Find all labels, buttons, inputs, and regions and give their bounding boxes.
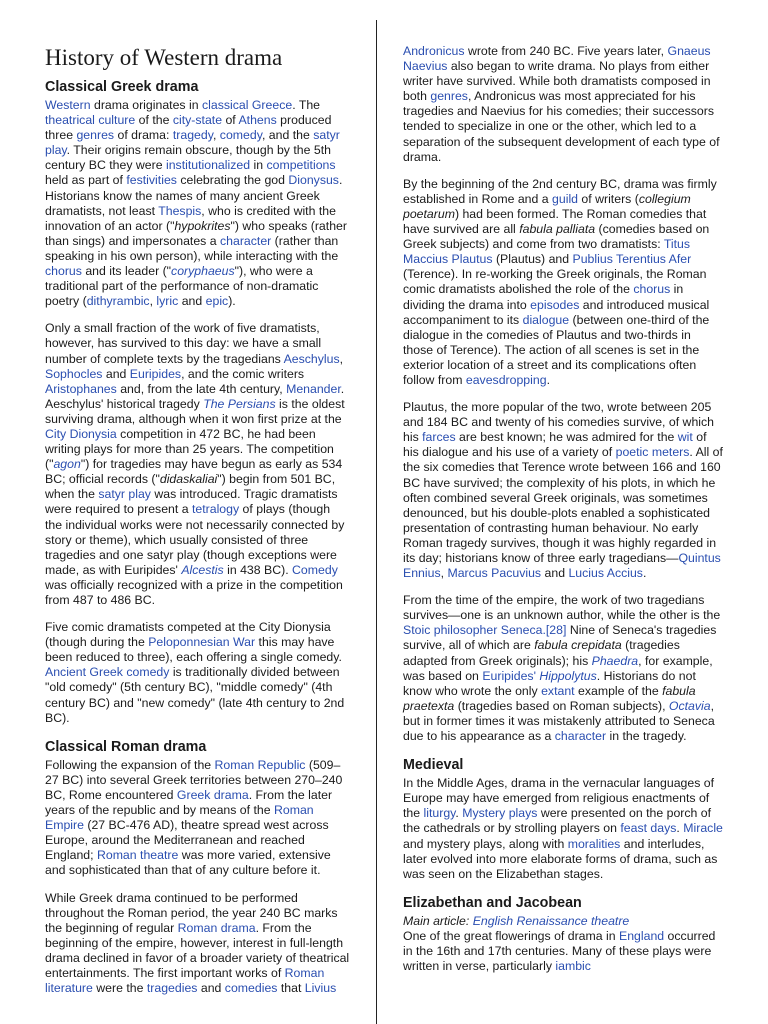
text-run: drama originates in [90, 98, 202, 112]
text-run: Main article: [403, 913, 473, 928]
text-run: , [212, 128, 220, 143]
text-run: and [178, 294, 206, 309]
link-agon[interactable]: agon [53, 457, 81, 472]
text-run: that [277, 981, 305, 996]
link-comedies[interactable]: comedies [224, 981, 278, 996]
link-satyr-play[interactable]: satyr play [45, 128, 340, 158]
text-run: (Terence). In re-working the Greek originals, the Roman comic dramatists abolished the role of the [403, 267, 707, 297]
link-sophocles[interactable]: Sophocles [45, 366, 103, 381]
paragraph [45, 891, 350, 997]
text-run: ") for tragedies may have begun as early as 534 BC; official records (" [45, 457, 343, 487]
main-article-note [403, 914, 723, 929]
link-tragedy[interactable]: tragedy [172, 128, 213, 143]
text-run: Five comic dramatists competed at the City Dionysia (though during the [45, 620, 331, 650]
link-england[interactable]: England [619, 928, 665, 943]
link-aristophanes[interactable]: Aristophanes [45, 381, 117, 396]
text-run: . Their origins remain obscure, though by the 5th century BC they were [45, 143, 331, 173]
text-run: fabula praetexta [403, 683, 696, 713]
text-run: of [222, 113, 239, 128]
link-chorus[interactable]: chorus [45, 264, 82, 279]
link-theatrical-culture[interactable]: theatrical culture [45, 113, 136, 128]
text-run: Nine of Seneca's tragedies survive, all of which are [403, 623, 717, 653]
link-gnaeus-naevius[interactable]: Gnaeus Naevius [403, 44, 711, 74]
link-chorus[interactable]: chorus [633, 282, 671, 297]
text-run: (27 BC-476 AD), theatre spread west across Europe, around the Mediterranean and reached England; [45, 818, 329, 863]
link-roman-empire[interactable]: Roman Empire [45, 803, 314, 833]
link-ancient-greek-comedy[interactable]: Ancient Greek comedy [45, 665, 170, 680]
text-run: , but in former times it was mistakenly attributed to Seneca due to his appearance as a [403, 698, 715, 744]
text-run: ") begin from 501 BC, when the [45, 472, 336, 502]
link-genres[interactable]: genres [76, 128, 115, 143]
text-run: in the tragedy. [606, 729, 687, 744]
text-run: Only a small fraction of the work of five dramatists, however, has survived to this day: we have a small number of complete texts by the tragedians [45, 321, 322, 366]
link-institutionalized[interactable]: institutionalized [165, 158, 251, 173]
text-run: in 438 BC). [223, 562, 293, 577]
paragraph [403, 400, 723, 581]
link-roman-literature[interactable]: Roman literature [45, 965, 325, 996]
link-livius[interactable]: Livius [304, 981, 337, 996]
text-run: (between one-third of the dialogue in the comedies of Plautus and two-thirds in those of Terence). The action of all scenes is set in the exterior location of a street and its complications often follow from [403, 312, 710, 387]
link-euripides[interactable]: Euripides' [482, 668, 540, 683]
text-run: . Historians do not know who wrote the only [403, 668, 696, 698]
link-hippolytus[interactable]: Hippolytus [539, 668, 597, 683]
link-octavia[interactable]: Octavia [668, 698, 711, 713]
text-run: From the time of the empire, the work of two tragedians survives—one is an unknown author, while the other is the [403, 593, 721, 623]
text-run: example of the [574, 683, 663, 698]
link-festivities[interactable]: festivities [126, 173, 177, 188]
text-run: ") who speaks (rather than sings) and impersonates a [45, 218, 347, 248]
link-iambic[interactable]: iambic [555, 959, 591, 974]
link-comedy[interactable]: comedy [219, 128, 262, 143]
text-run: in [250, 158, 267, 173]
text-run: , [149, 294, 157, 309]
link-farces[interactable]: farces [422, 430, 456, 445]
text-run: collegium poetarum [403, 191, 691, 221]
paragraph [403, 177, 723, 388]
text-run: , Andronicus was most appreciated for his tragedies and Naevius for his comedies; their successors tended to specialize in one or the other, which led to a separation of the subsequent development of each type of drama. [403, 89, 720, 164]
text-run: are best known; he was admired for the [455, 430, 678, 445]
text-run: and mystery plays, along with [403, 836, 568, 851]
link-classical-greece[interactable]: classical Greece [201, 98, 293, 112]
text-run: competition in 472 BC, he had been writing plays for more than 25 years. The competition (" [45, 426, 334, 472]
link-competitions[interactable]: competitions [266, 158, 336, 173]
link-comedy[interactable]: Comedy [292, 562, 338, 577]
link-eavesdropping[interactable]: eavesdropping [465, 372, 547, 387]
link-coryphaeus[interactable]: coryphaeus [171, 264, 235, 279]
text-run: One of the great flowerings of drama in [403, 928, 619, 943]
link-city-state[interactable]: city-state [172, 113, 223, 128]
link-athens[interactable]: Athens [238, 113, 277, 128]
text-run: , for example, was based on [403, 653, 713, 683]
text-run: (Plautus) and [492, 252, 573, 267]
link-andronicus[interactable]: Andronicus [403, 44, 465, 58]
text-run: is the oldest surviving drama, although when it won first prize at the [45, 396, 345, 426]
paragraph [45, 321, 350, 608]
link-tetralogy[interactable]: tetralogy [191, 502, 240, 517]
link-character[interactable]: character [554, 729, 607, 744]
section-heading-medieval: Medieval [403, 757, 464, 774]
paragraph [45, 758, 350, 879]
text-run: . [546, 372, 550, 387]
link-feast-days[interactable]: feast days [620, 821, 677, 836]
link-titus-maccius-plautus[interactable]: Titus Maccius Plautus [403, 237, 691, 267]
text-run: . All of the six comedies that Terence wrote between 166 and 160 BC have survived; the complexity of his plots, in which he often combined several Greek originals, was sometimes denounced, but his double-plots enabled a sophisticated presentation of contrasting human behaviour. No early Roman tragedy survives, though it was highly regarded in its day; historians know of three early tragedians— [403, 445, 723, 565]
text-run: held as part of [45, 173, 127, 188]
link-28[interactable]: .[28] [542, 623, 567, 638]
text-run: wrote from 240 BC. Five years later, [464, 44, 668, 58]
text-run: (comedies based on Greek subjects) and come from two dramatists: [403, 222, 710, 252]
link-wit[interactable]: wit [677, 430, 693, 445]
link-roman-drama[interactable]: Roman drama [177, 920, 256, 935]
text-run: were the [92, 981, 147, 996]
text-run: of the [135, 113, 173, 128]
link-extant[interactable]: extant [541, 683, 575, 698]
link-peloponnesian-war[interactable]: Peloponnesian War [148, 635, 256, 650]
text-run: . Historians know the names of many ancient Greek dramatists, not least [45, 173, 343, 218]
link-alcestis[interactable]: Alcestis [181, 562, 224, 577]
link-mystery-plays[interactable]: Mystery plays [462, 806, 538, 821]
text-run: (tragedies adapted from Greek originals); his [403, 638, 680, 668]
text-run: While Greek drama continued to be performed throughout the Roman period, the year 240 BC marks the beginning of regular [45, 890, 338, 935]
text-run: . The [292, 98, 321, 112]
right-column [403, 0, 723, 986]
text-run: and [197, 981, 225, 996]
link-tragedies[interactable]: tragedies [146, 981, 198, 996]
text-run: of writers ( [578, 191, 639, 206]
text-run: of drama: [114, 128, 173, 143]
text-run: is traditionally divided between "old comedy" (5th century BC), "middle comedy" (4th century BC) and "new comedy" (late 4th century to 2nd BC). [45, 665, 345, 725]
link-poetic-meters[interactable]: poetic meters [615, 445, 690, 460]
link-liturgy[interactable]: liturgy [423, 806, 456, 821]
text-run: . From the later years of the republic and by means of the [45, 787, 333, 818]
text-run: and its leader (" [81, 264, 172, 279]
link-dithyrambic[interactable]: dithyrambic [86, 294, 150, 309]
text-run: hypokrites [174, 218, 231, 233]
text-run: ) had been formed. The Roman comedies that have survived are all [403, 206, 707, 237]
section-heading-elizabethan-and-jacobean: Elizabethan and Jacobean [403, 894, 582, 911]
link-english-renaissance-theatre[interactable]: English Renaissance theatre [472, 913, 630, 928]
link-thespis[interactable]: Thespis [158, 203, 202, 218]
text-run: (509–27 BC) into several Greek territories between 270–240 BC, Rome encountered [45, 757, 343, 802]
text-run: and introduced musical accompaniment to its [403, 297, 710, 327]
link-character[interactable]: character [220, 233, 272, 248]
text-run: By the beginning of the 2nd century BC, drama was firmly established in Rome and a [403, 176, 717, 206]
text-run: . Aeschylus' historical tragedy [45, 381, 345, 411]
text-run: , [440, 566, 448, 581]
link-city-dionysia[interactable]: City Dionysia [45, 426, 117, 441]
link-lucius-accius[interactable]: Lucius Accius [568, 566, 643, 581]
link-publius-terentius-afer[interactable]: Publius Terentius Afer [572, 252, 692, 267]
link-western[interactable]: Western [45, 98, 91, 112]
link-euripides[interactable]: Euripides [129, 366, 182, 381]
link-aeschylus[interactable]: Aeschylus [283, 351, 340, 366]
text-run: produced three [45, 113, 332, 143]
section-heading-classical-roman-drama: Classical Roman drama [45, 738, 207, 755]
paragraph [403, 44, 723, 165]
text-run: occurred in the 16th and 17th centuries. Many of these plays were written in verse, particularly [403, 928, 716, 974]
text-run: , who is credited with the innovation of an actor (" [45, 203, 336, 233]
section-heading-classical-greek-drama: Classical Greek drama [45, 79, 199, 95]
paragraph [45, 620, 350, 726]
column-divider [376, 20, 377, 1024]
text-run: fabula crepidata [534, 638, 622, 653]
text-run: Plautus, the more popular of the two, wrote between 205 and 184 BC and twenty of his comedies survive, of which his [403, 400, 715, 445]
link-phaedra[interactable]: Phaedra [591, 653, 639, 668]
text-run: of his dialogue and his use of a variety of [403, 430, 707, 460]
text-run: , [339, 351, 344, 366]
text-run: In the Middle Ages, drama in the vernacular languages of Europe may have emerged from religious enactments of the [403, 776, 715, 821]
text-run: and [541, 566, 569, 581]
text-run: and [102, 366, 130, 381]
text-run: . From the beginning of the empire, however, interest in full-length drama declined in favor of a broader variety of theatrical entertainments. The first important works of [45, 920, 350, 980]
text-run: celebrating the god [176, 173, 289, 188]
link-roman-theatre[interactable]: Roman theatre [96, 848, 179, 863]
link-roman-republic[interactable]: Roman Republic [214, 757, 306, 772]
text-run: (rather than speaking in his own person), while interacting with the [45, 233, 339, 263]
link-dialogue[interactable]: dialogue [522, 312, 570, 327]
link-episodes[interactable]: episodes [530, 297, 580, 312]
text-run: was more varied, extensive and sophisticated than that of any culture before it. [45, 848, 331, 878]
text-run: was introduced. Tragic dramatists were required to present a [45, 487, 338, 517]
link-satyr-play[interactable]: satyr play [98, 487, 151, 502]
link-lyric[interactable]: lyric [156, 294, 179, 309]
text-run: fabula palliata [519, 222, 596, 237]
page-title: History of Western drama [45, 45, 283, 70]
text-run: . [455, 806, 463, 821]
text-run: , and the comic writers [181, 366, 305, 381]
text-run: were presented on the porch of the cathedrals or by strolling players on [403, 806, 712, 836]
left-column [45, 0, 350, 1008]
text-run: also began to write drama. No plays from either writer have survived. While both dramatists composed in both [403, 59, 711, 104]
text-run: this may have been reduced to three), each offering a single comedy. [45, 635, 342, 665]
link-the-persians[interactable]: The Persians [203, 396, 276, 411]
text-run: in dividing the drama into [403, 282, 684, 312]
paragraph [403, 593, 723, 744]
link-epic[interactable]: epic [205, 294, 229, 309]
text-run: . [642, 566, 647, 581]
text-run: . [676, 821, 684, 836]
link-genres[interactable]: genres [430, 89, 468, 104]
text-run: "), who were a traditional part of the performance of non-dramatic poetry ( [45, 264, 319, 309]
text-run: of plays (though the individual works were not necessarily connected by story or theme), which usually consisted of three tragedies and one satyr play (though exceptions were made, as with Euripides' [45, 502, 345, 577]
text-run: and, from the late 4th century, [116, 381, 287, 396]
link-marcus-pacuvius[interactable]: Marcus Pacuvius [447, 566, 542, 581]
text-run: was officially recognized with a prize in the competition from 487 to 486 BC. [45, 577, 343, 607]
link-miracle[interactable]: Miracle [683, 821, 723, 836]
paragraph [45, 98, 350, 309]
link-greek-drama[interactable]: Greek drama [176, 787, 249, 802]
paragraph [403, 929, 723, 974]
link-moralities[interactable]: moralities [567, 836, 621, 851]
text-run: Following the expansion of the [45, 757, 215, 772]
text-run: and interludes, later evolved into more elaborate forms of drama, such as was seen on the Elizabethan stages. [403, 836, 718, 881]
text-run: ). [228, 294, 236, 309]
link-quintus-ennius[interactable]: Quintus Ennius [403, 551, 721, 581]
text-run: (tragedies based on Roman subjects), [454, 698, 669, 713]
link-stoic-philosopher-seneca[interactable]: Stoic philosopher Seneca [403, 623, 543, 638]
paragraph [403, 776, 723, 882]
link-menander[interactable]: Menander [286, 381, 341, 396]
link-dionysus[interactable]: Dionysus [288, 173, 339, 188]
link-guild[interactable]: guild [552, 191, 579, 206]
text-run: , and the [261, 128, 314, 143]
text-run: didaskaliai [159, 472, 218, 487]
